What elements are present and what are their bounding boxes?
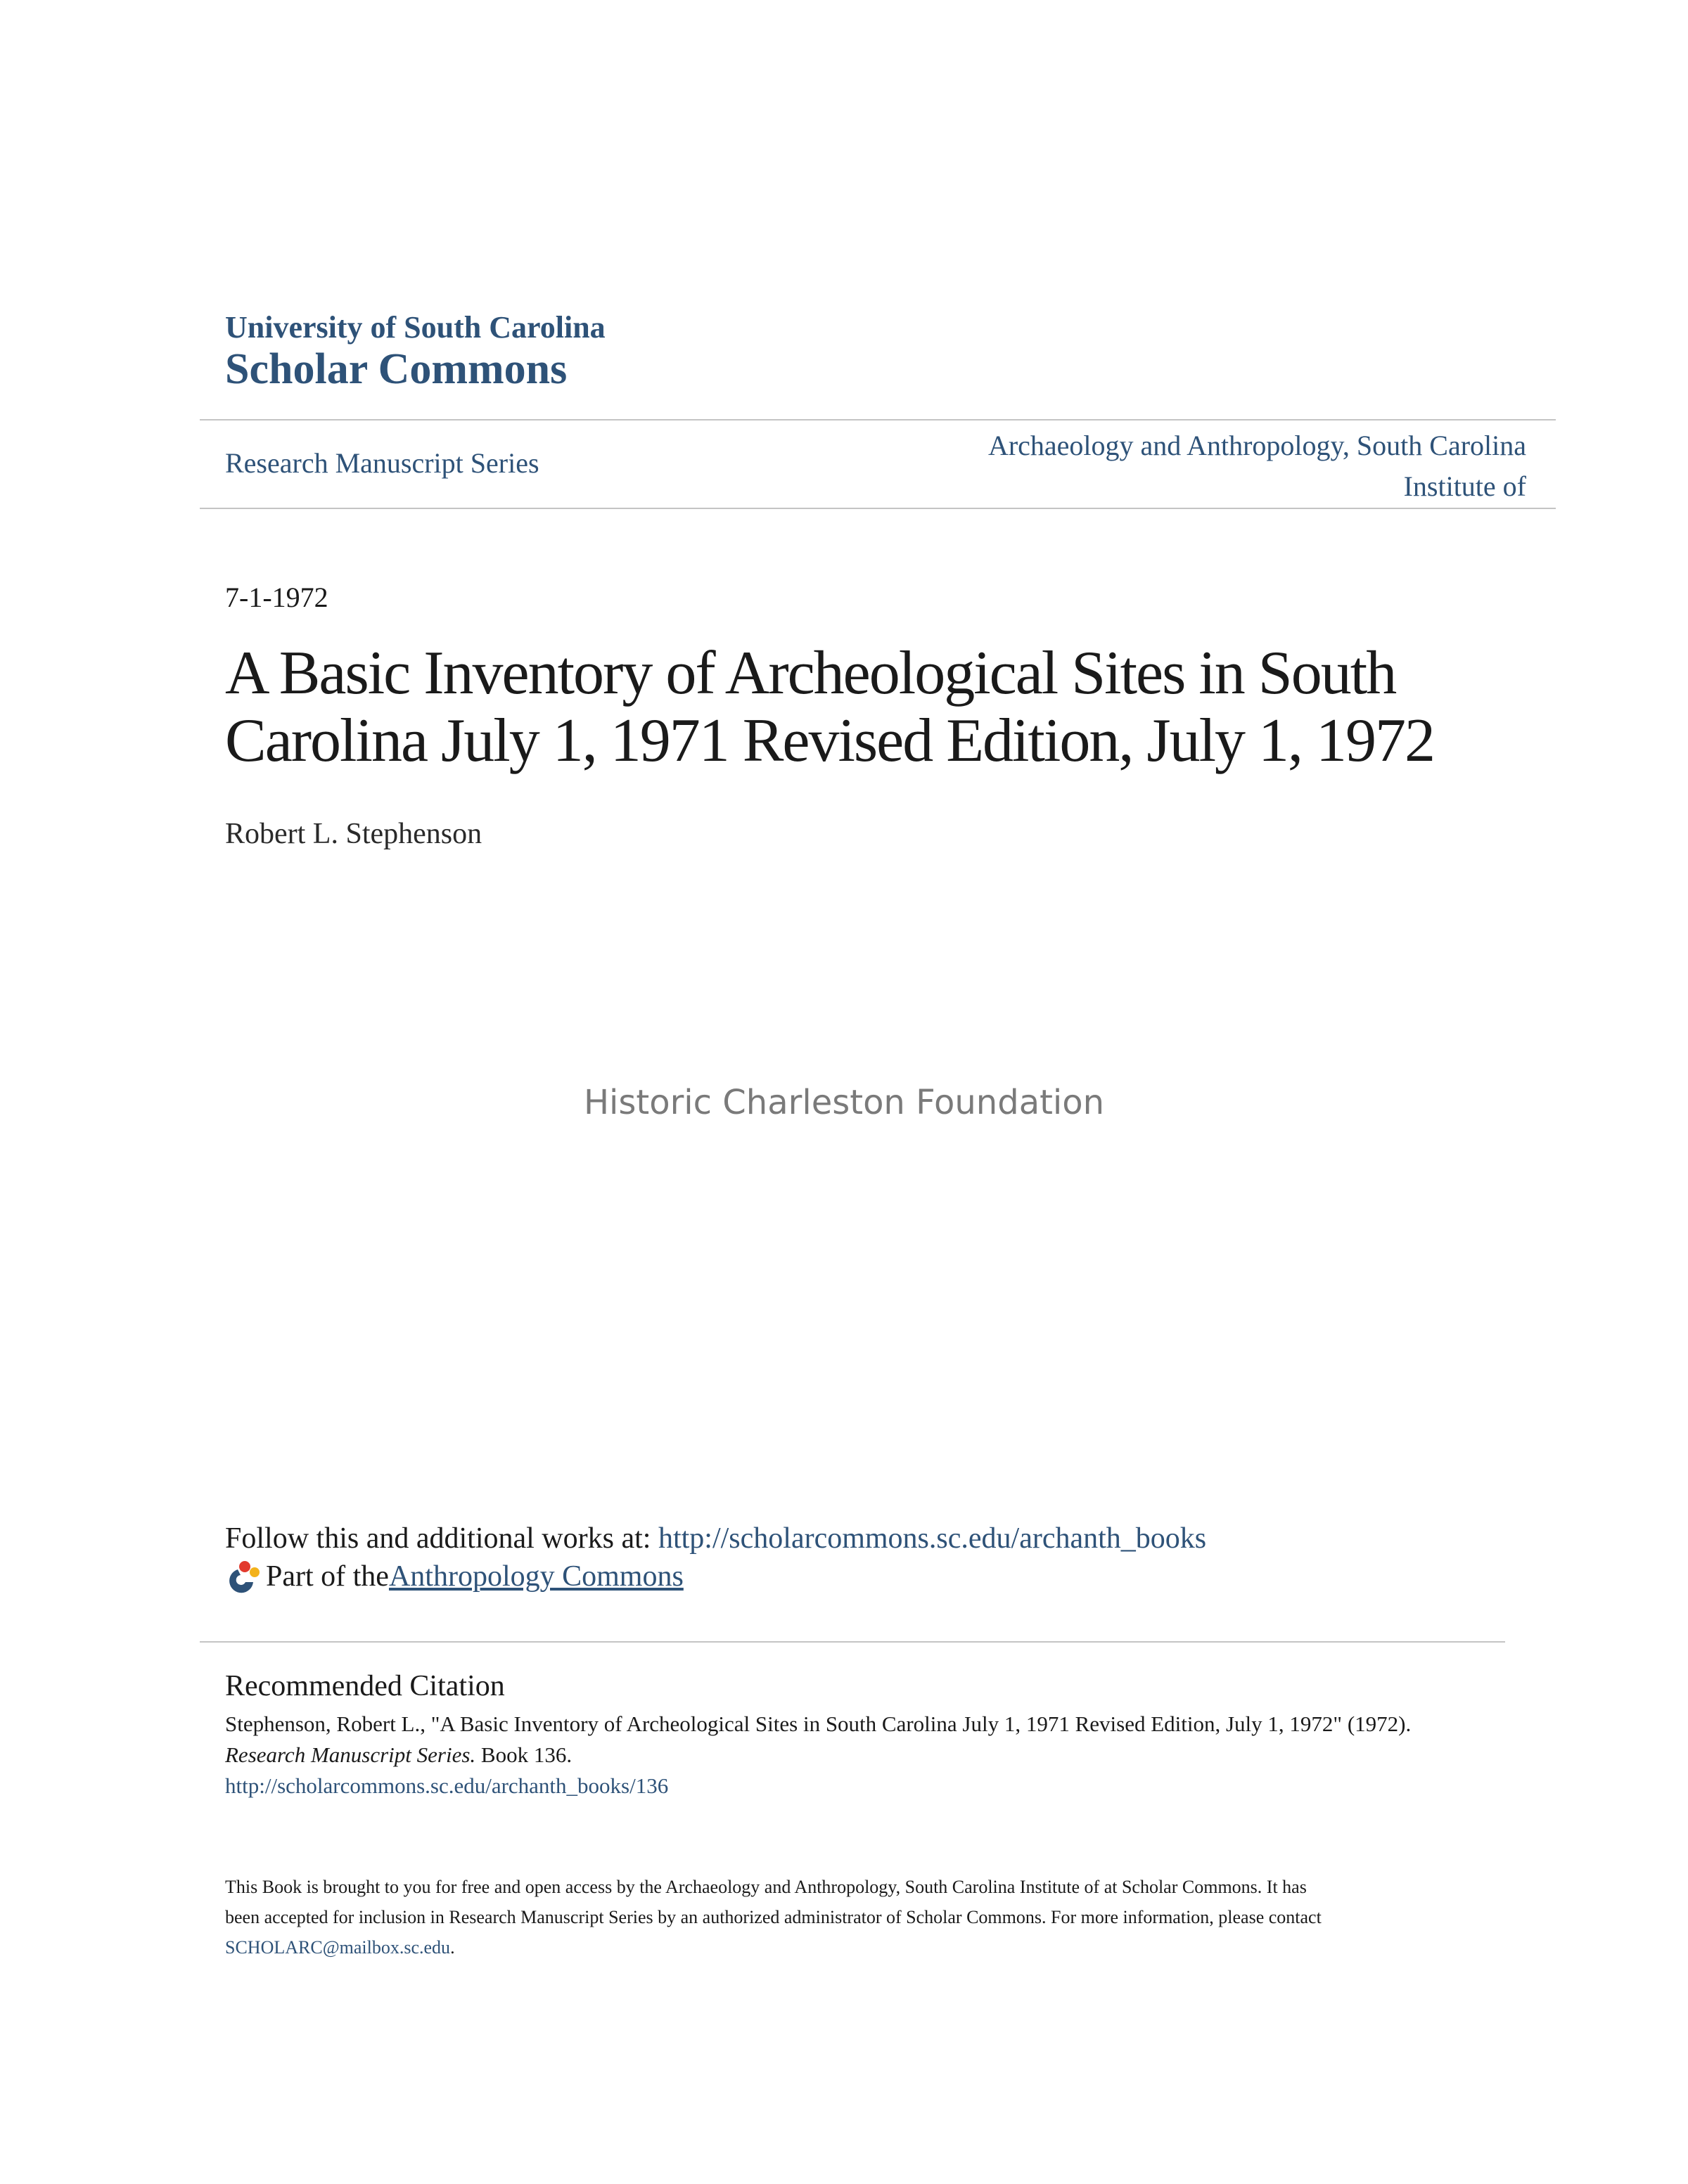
department-link[interactable] [893, 425, 1526, 507]
follow-url-link[interactable]: http://scholarcommons.sc.edu/archanth_books [658, 1522, 1207, 1555]
citation-series: Research Manuscript Series. [225, 1742, 476, 1767]
citation-url-link[interactable]: http://scholarcommons.sc.edu/archanth_books/136 [225, 1773, 669, 1798]
citation-heading: Recommended Citation [225, 1670, 505, 1702]
document-title [225, 640, 1575, 775]
citation-book: Book 136. [475, 1742, 573, 1767]
watermark-text: Historic Charleston Foundation [583, 1083, 1105, 1122]
department-line-1: Archaeology and Anthropology, South Carolina [987, 430, 1526, 461]
part-of-prefix: Part of the [266, 1560, 389, 1593]
author-name: Robert L. Stephenson [225, 818, 482, 850]
citation-rule [200, 1641, 1505, 1643]
access-notice [225, 1872, 1519, 1963]
header-rule-top [200, 419, 1556, 420]
contact-email-link[interactable]: SCHOLARC@mailbox.sc.edu [225, 1937, 451, 1958]
citation-body [225, 1709, 1561, 1801]
university-name: University of South Carolina [225, 310, 606, 345]
notice-line-2: been accepted for inclusion in Research Manuscript Series by an authorized administrator of Scholar Commons. For more information, please contact [225, 1907, 1322, 1927]
anthropology-commons-link[interactable]: Anthropology Commons [388, 1560, 684, 1593]
header-rule-bottom [200, 508, 1556, 509]
follow-prefix: Follow this and additional works at: [225, 1522, 658, 1555]
notice-line-1: This Book is brought to you for free and open access by the Archaeology and Anthropology, South Carolina Institute of at Scholar Commons. It has [225, 1877, 1307, 1897]
repository-name[interactable]: Scholar Commons [225, 345, 568, 393]
email-suffix: . [450, 1937, 455, 1958]
citation-line-1: Stephenson, Robert L., "A Basic Inventory of Archeological Sites in South Carolina July 1, 1971 Revised Edition, July 1, 1972" (1972). [225, 1711, 1412, 1736]
citation-line-2 [225, 1740, 1561, 1771]
title-line-1: A Basic Inventory of Archeological Sites in South [225, 639, 1396, 707]
publication-date: 7-1-1972 [225, 582, 328, 613]
commons-network-icon [224, 1560, 260, 1593]
department-line-2: Institute of [1403, 470, 1526, 502]
part-of-line [224, 1560, 684, 1593]
series-link[interactable]: Research Manuscript Series [225, 447, 539, 479]
follow-line [225, 1522, 1206, 1555]
title-line-2: Carolina July 1, 1971 Revised Edition, July 1, 1972 [225, 707, 1435, 775]
